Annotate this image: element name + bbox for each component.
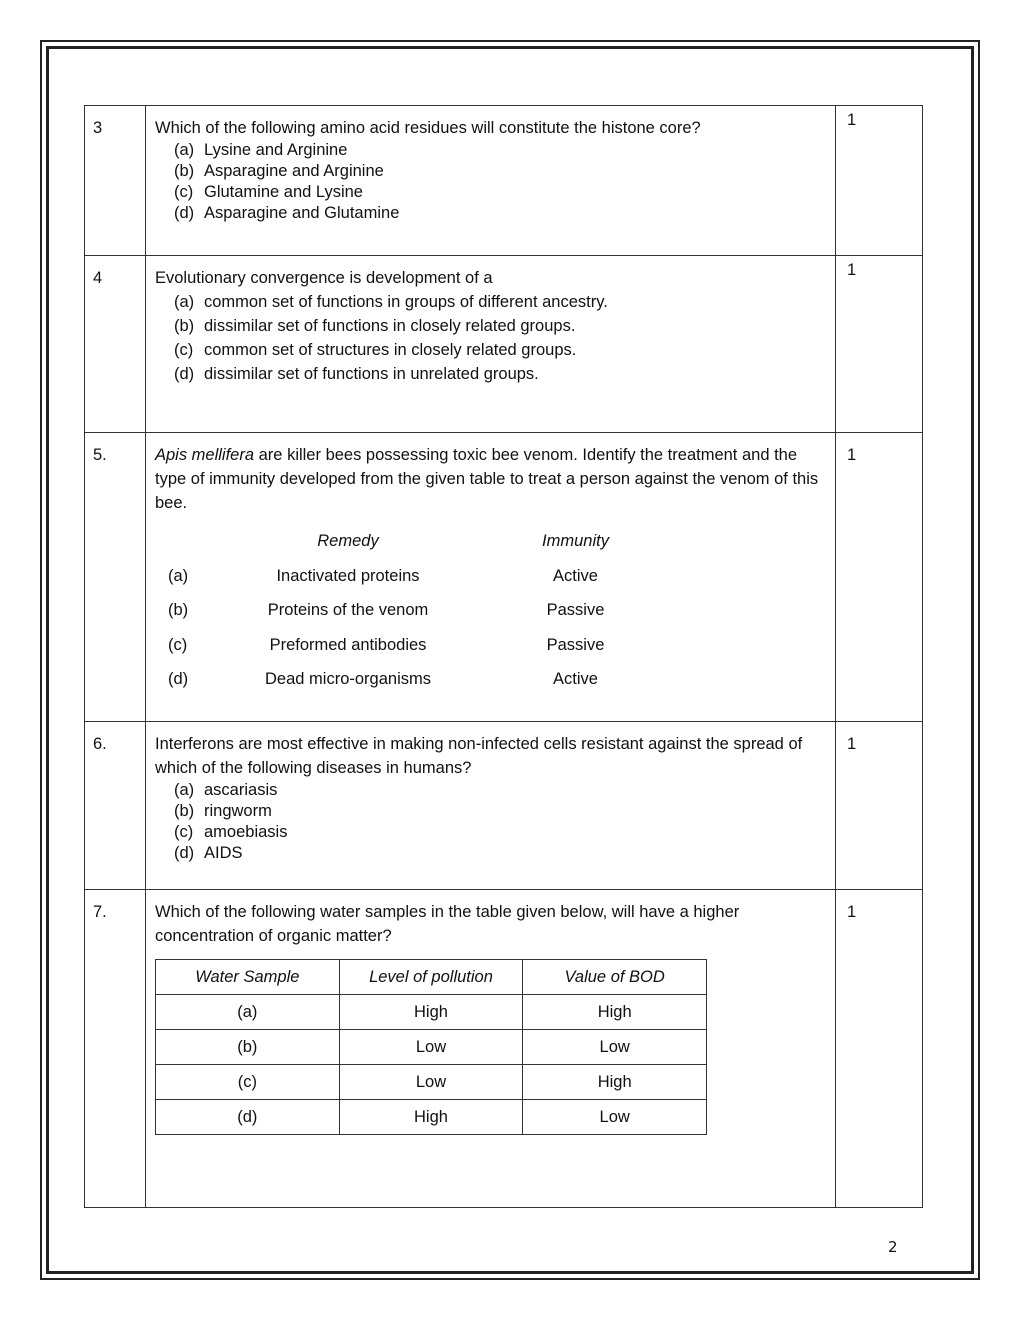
options-list	[155, 780, 825, 864]
question-text: Interferons are most effective in making non-infected cells resistant against the spread of which of the following diseases in humans?	[155, 735, 803, 777]
table-row: (a) High High	[156, 995, 707, 1030]
option-a: (a) ascariasis	[174, 781, 278, 799]
question-content	[146, 433, 836, 722]
question-row-3	[85, 106, 923, 256]
option-c: (c) Glutamine and Lysine	[174, 183, 363, 201]
question-marks: 1	[836, 890, 923, 1208]
question-row-5	[85, 433, 923, 722]
question-content	[146, 722, 836, 890]
question-content	[146, 106, 836, 256]
remedy-row: (c) Preformed antibodies Passive	[168, 635, 605, 654]
question-number: 3	[85, 106, 146, 256]
table-row: (d) High Low	[156, 1100, 707, 1135]
water-sample-table-header	[156, 960, 707, 995]
option-d: (d) dissimilar set of functions in unrelated groups.	[174, 365, 539, 383]
table-row: (b) Low Low	[156, 1030, 707, 1065]
header-water-sample: Water Sample	[156, 960, 340, 995]
remedy-row: (a) Inactivated proteins Active	[168, 566, 598, 585]
question-number: 4	[85, 256, 146, 433]
remedy-header: Remedy	[317, 532, 379, 550]
question-marks: 1	[836, 106, 923, 256]
option-c: (c) amoebiasis	[174, 823, 288, 841]
questions-table	[84, 105, 923, 1208]
option-c: (c) common set of structures in closely related groups.	[174, 341, 577, 359]
question-number: 7.	[85, 890, 146, 1208]
question-row-6	[85, 722, 923, 890]
header-value-of-bod: Value of BOD	[523, 960, 707, 995]
table-row: (c) Low High	[156, 1065, 707, 1100]
option-d: (d) AIDS	[174, 844, 243, 862]
remedy-row: (b) Proteins of the venom Passive	[168, 601, 605, 619]
option-b: (b) Asparagine and Arginine	[174, 162, 384, 180]
option-b: (b) dissimilar set of functions in closely related groups.	[174, 317, 576, 335]
remedy-table-header	[155, 529, 825, 564]
question-marks: 1	[836, 722, 923, 890]
question-row-4	[85, 256, 923, 433]
question-text: Which of the following amino acid residues will constitute the histone core?	[155, 119, 701, 137]
question-content	[146, 256, 836, 433]
question-row-7	[85, 890, 923, 1208]
question-content	[146, 890, 836, 1208]
remedy-table	[155, 529, 825, 702]
question-text: Which of the following water samples in the table given below, will have a higher concentration of organic matter?	[155, 903, 740, 945]
question-marks: 1	[836, 256, 923, 433]
option-a: (a) Lysine and Arginine	[174, 141, 348, 159]
question-number: 5.	[85, 433, 146, 722]
options-list	[155, 140, 825, 224]
question-number: 6.	[85, 722, 146, 890]
question-text: Evolutionary convergence is development of a	[155, 269, 493, 287]
header-level-of-pollution: Level of pollution	[339, 960, 523, 995]
immunity-header: Immunity	[542, 532, 609, 550]
option-a: (a) common set of functions in groups of different ancestry.	[174, 293, 608, 311]
species-name: Apis mellifera	[155, 446, 255, 464]
options-list	[155, 290, 825, 386]
water-sample-table	[155, 959, 707, 1135]
page-number: 2	[888, 1238, 898, 1256]
question-marks: 1	[836, 433, 923, 722]
question-text: Apis mellifera are killer bees possessing toxic bee venom. Identify the treatment and the type of immunity developed from the given table to treat a person against the venom of this bee.	[155, 446, 819, 512]
option-d: (d) Asparagine and Glutamine	[174, 204, 400, 222]
remedy-row: (d) Dead micro-organisms Active	[168, 670, 598, 688]
option-b: (b) ringworm	[174, 802, 272, 820]
